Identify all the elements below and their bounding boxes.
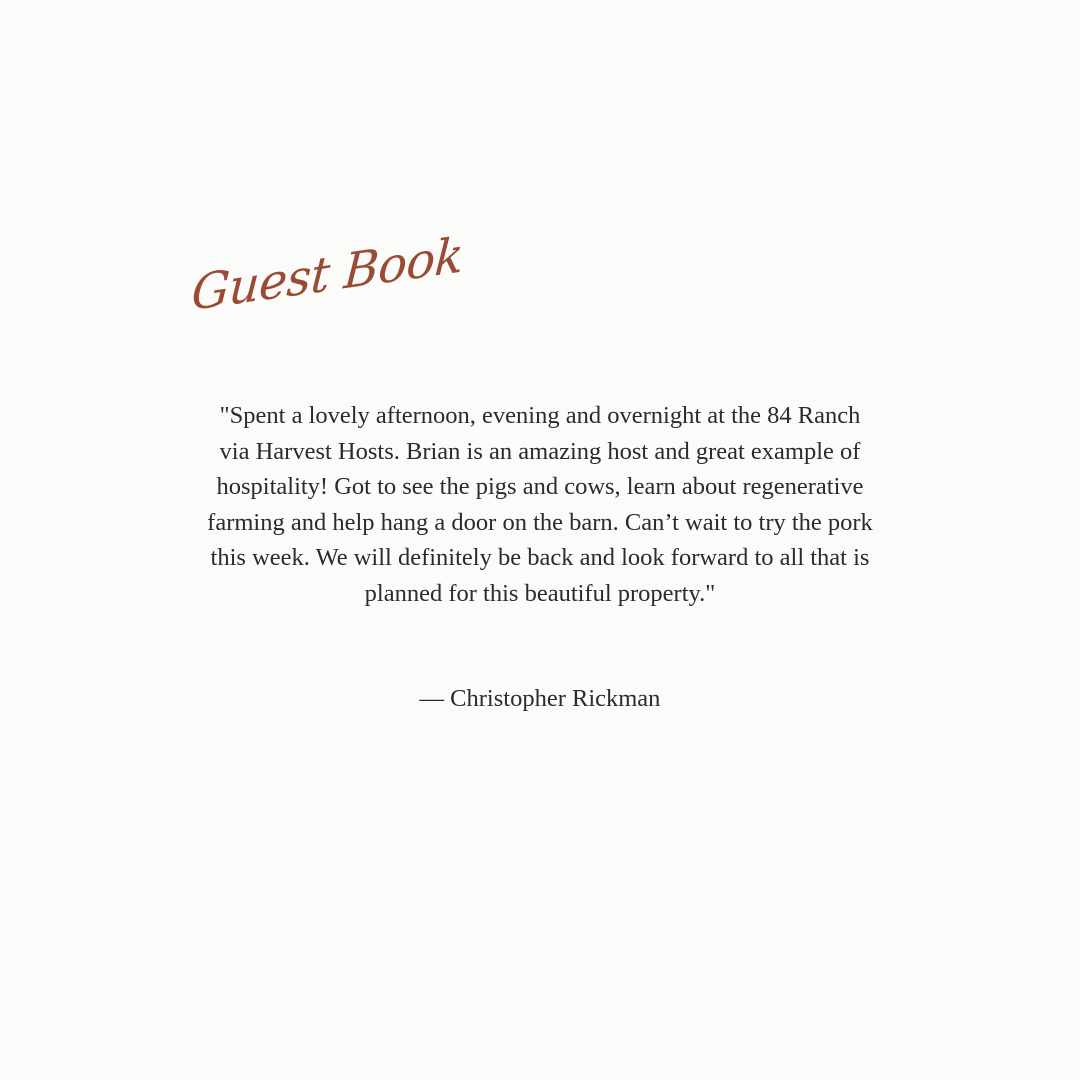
testimonial-attribution [205,681,875,716]
testimonial-author: Christopher Rickman [450,685,661,712]
attribution-dash: — [419,685,445,712]
guest-book-title: Guest Book [189,226,466,323]
testimonial-quote: "Spent a lovely afternoon, evening and overnight at the 84 Ranch via Harvest Hosts. Brian is an amazing host and great example of hospitality! Got to see the pigs and cows, learn about regenerative farming and help hang a door on the barn. Can’t wait to try the pork this week. We will definitely be back and look forward to all that is planned for this beautiful property." [207,402,873,607]
